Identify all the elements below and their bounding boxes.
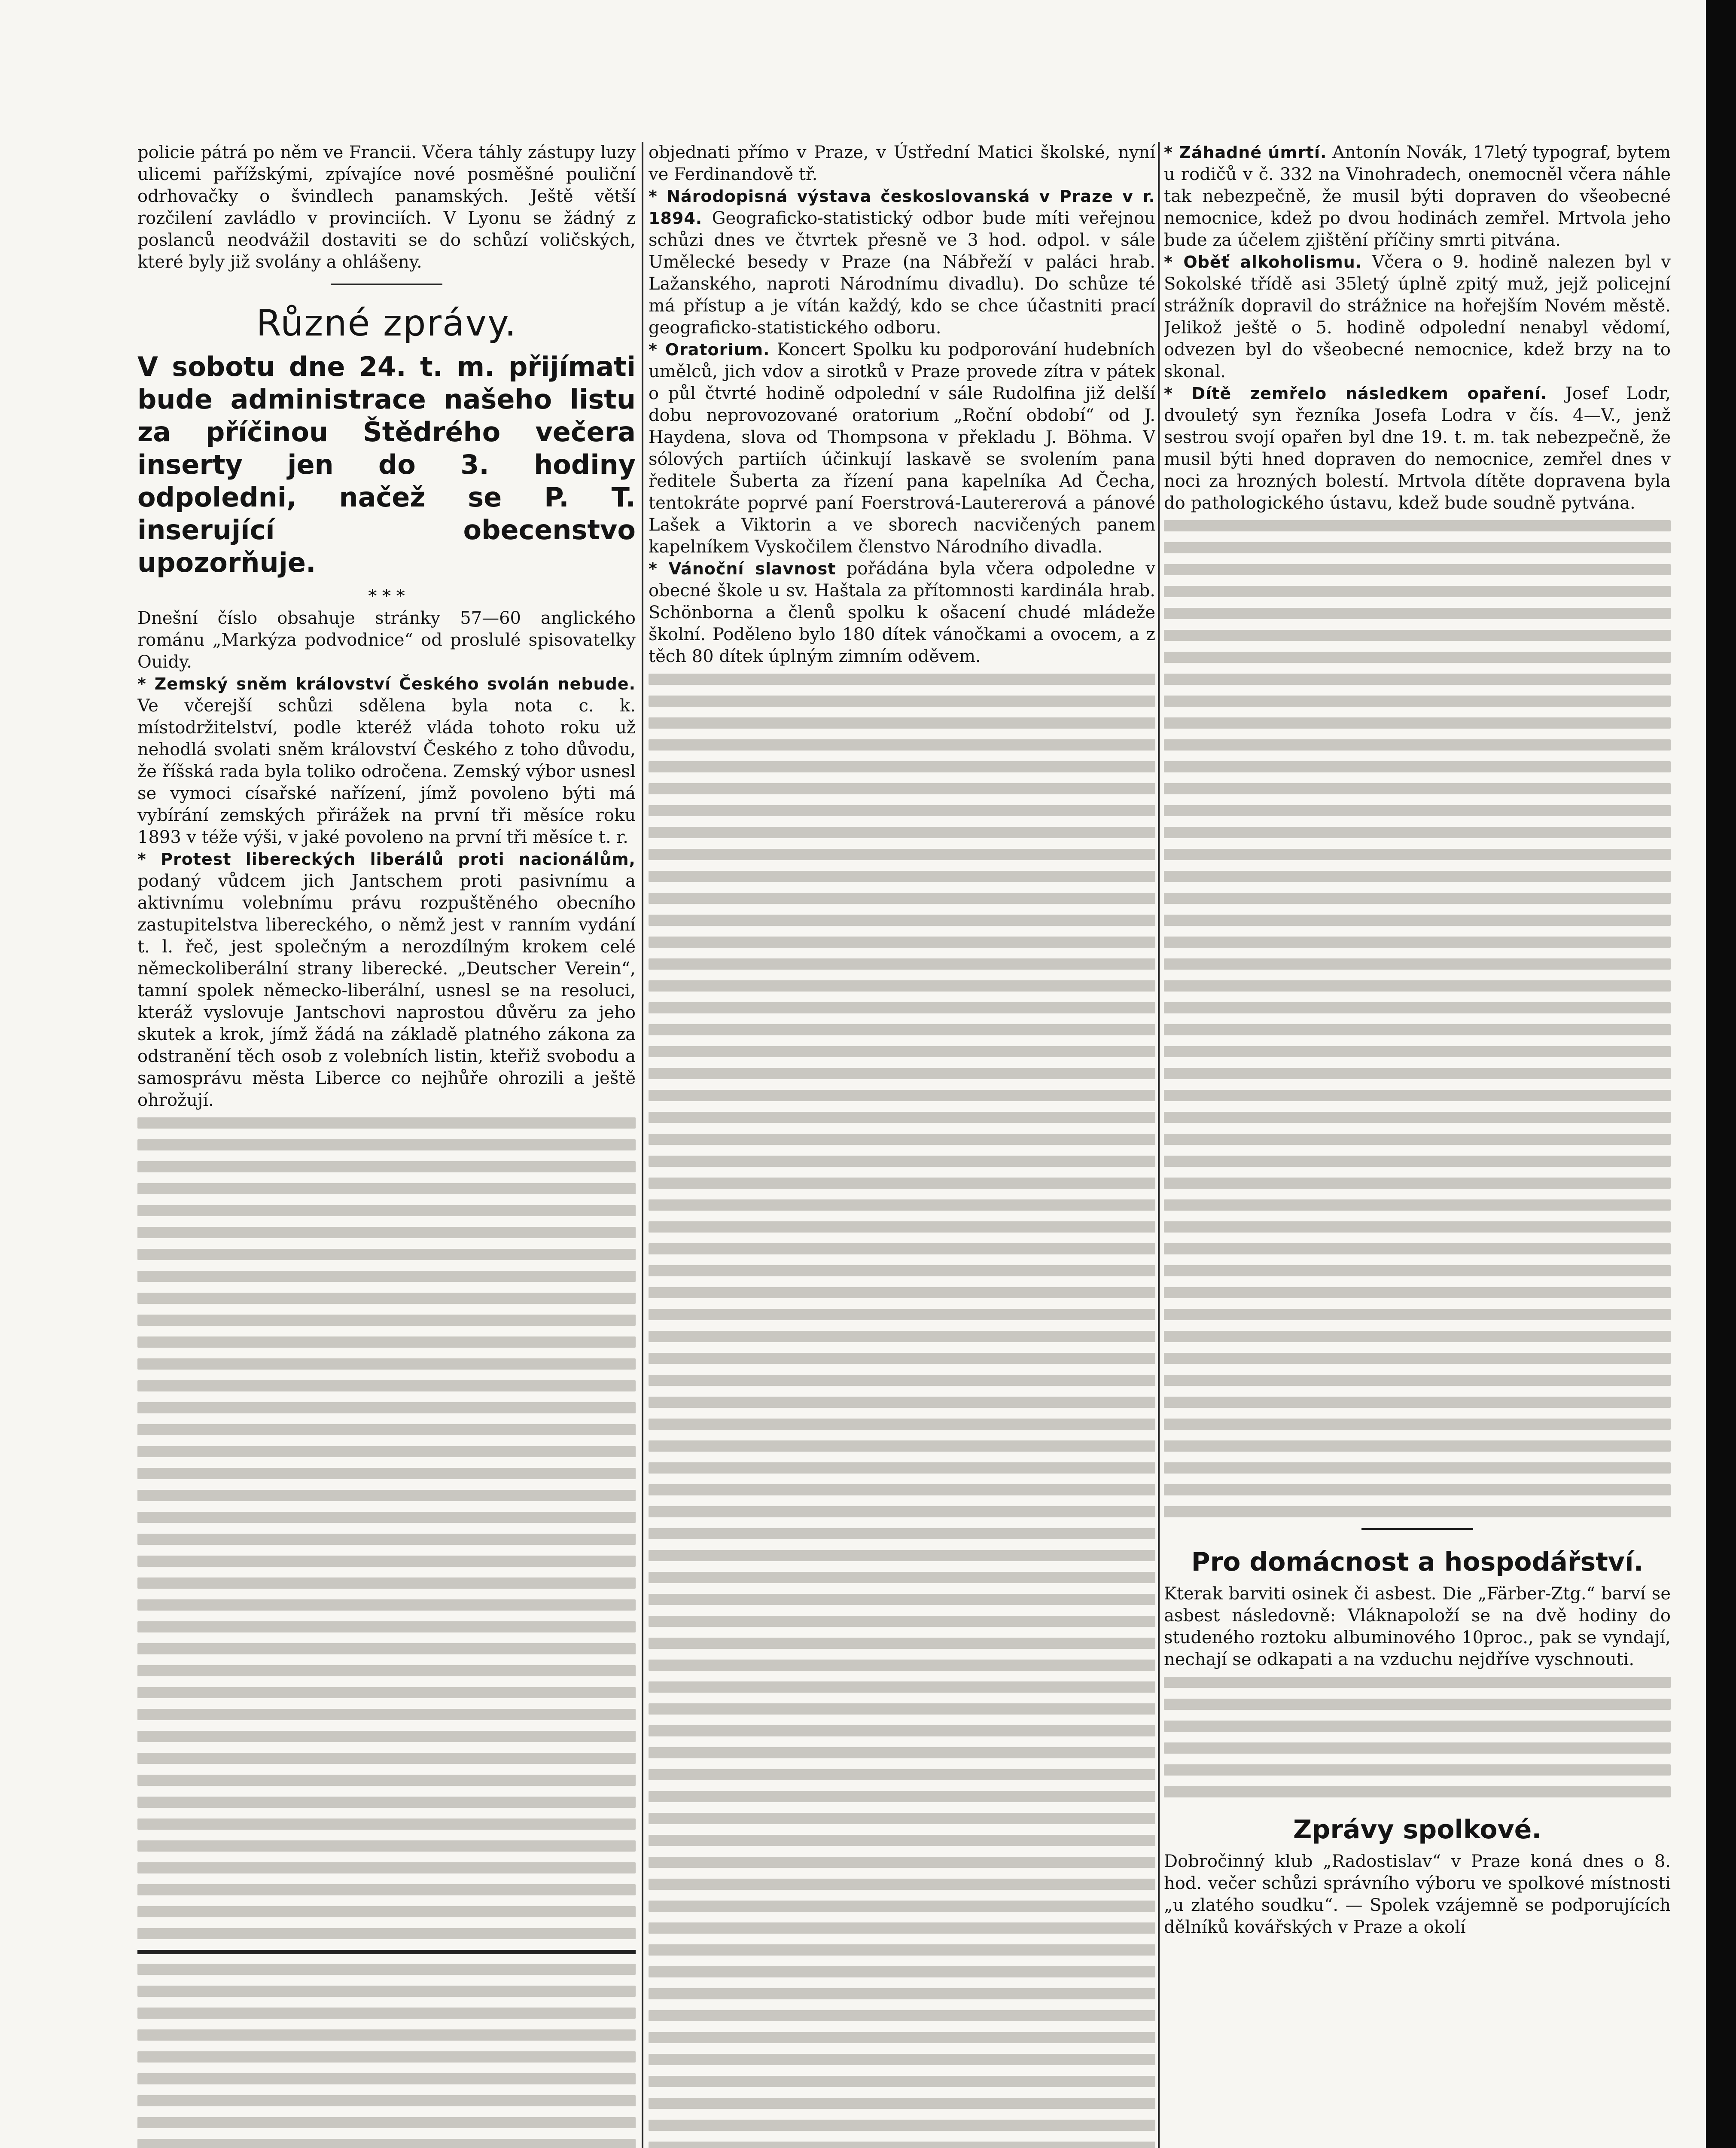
news-item <box>137 848 636 1111</box>
news-item-headline: * Národopisná výstava českoslovanská v Praze v r. 1894. <box>649 187 1155 228</box>
news-item-body: Koncert Spolku ku podporování hudebních umělců, jich vdov a sirotků v Praze provede zítra v pátek o půl čtvrté hodině odpolední v sále Rudolfina již delší dobu neprovozované oratorium „Roční období“ od J. Haydena, slova od Thompsona v překladu J. Böhma. V sólových partiích účinkují laskavě se svolením pana ředitele Šuberta za řízení pana kapelníka Ad Čecha, tentokráte poprvé paní Foerstrová-Lautererová a pánové Lašek a Viktorin a ve sborech nacvičených panem kapelníkem Vyskočilem členstvo Národního divadla. <box>649 340 1155 557</box>
news-item-body: Geograficko-statistický odbor bude míti veřejnou schůzi dnes ve čtvrtek přesně ve 3 hod. odpol. v sále Umělecké besedy v Praze (na Nábřeží v paláci hrab. Lažanského, naproti Národnímu divadlu). Do schůze té má přístup a je vítán každý, kdo se chce účastniti prací geograficko-statistického odboru. <box>649 208 1155 338</box>
news-item <box>649 339 1155 558</box>
news-item-headline: * Vánoční slavnost <box>649 559 836 578</box>
news-item-body: podaný vůdcem jich Jantschem proti pasivnímu a aktivnímu volebnímu právu rozpuštěného obecního zastupitelstva libereckého, o němž jest v ranním vydání t. l. řeč, jest společným a nerozdílným krokem celé německoliberální strany liberecké. „Deutscher Verein“, tamní spolek německo-liberální, usnesl se na resoluci, kteráž vyslovuje Jantschovi naprostou důvěru za jeho skutek a krok, jímž žádá na základě platného zákona za odstranění těch osob z volebních listin, kteřiž svobodu a samosprávu města Liberce co nejhůře ohrozili a ještě ohrožují. <box>137 871 636 1110</box>
news-item: Kterak barviti osinek či asbest. Die „Färber-Ztg.“ barví se asbest následovně: Vláknapoloží se na dvě hodiny do studeného roztoku albuminového 10proc., pak se vyndají, nechají se odkapati a na vzduchu nejdříve vyschnouti. <box>1164 1584 1671 1669</box>
section-title: Různé zprávy. <box>256 302 517 344</box>
news-item <box>1164 142 1671 251</box>
section-separator <box>137 1950 636 1954</box>
column-middle <box>649 142 1155 2148</box>
section-separator <box>331 284 442 285</box>
news-item <box>1164 251 1671 383</box>
article-continuation: objednati přímo v Praze, v Ústřední Matici školské, nyní ve Ferdinandově tř. <box>649 143 1155 184</box>
text-lines-placeholder <box>649 674 1155 2148</box>
news-item-headline: * Dítě zemřelo následkem opaření. <box>1164 384 1547 403</box>
news-item <box>1164 383 1671 514</box>
section-title: Pro domácnost a hospodářství. <box>1191 1547 1644 1577</box>
section-separator <box>1361 1528 1473 1530</box>
news-item-headline: * Protest libereckých liberálů proti nacionálům, <box>137 850 636 869</box>
scan-edge <box>1706 0 1736 2148</box>
news-item-body: Včera o 9. hodině nalezen byl v Sokolské třídě asi 35letý úplně zpitý muž, jejž policejní strážník dopravil do strážnice na hořejším Novém městě. Jelikož ještě o 5. hodině odpolední nenabyl vědomí, odvezen byl do všeobecné nemocnice, kdež brzy na to skonal. <box>1164 252 1671 381</box>
text-lines-placeholder <box>1164 1677 1671 1797</box>
news-item: Dnešní číslo obsahuje stránky 57—60 anglického románu „Markýza podvodnice“ od proslulé spisovatelky Ouidy. <box>137 608 636 672</box>
news-item-headline: * Zemský sněm království Českého svolán nebude. <box>137 674 636 693</box>
news-item <box>649 558 1155 668</box>
news-item <box>137 673 636 848</box>
news-item-body: Antonín Novák, 17letý typograf, bytem u rodičů v č. 332 na Vinohradech, onemocněl včera náhle tak nebezpečně, že musil býti dopraven do všeobecné nemocnice, kdež po dvou hodinách zemřel. Mrtvola jeho bude za účelem zjištění příčiny smrti pitvána. <box>1164 143 1671 250</box>
news-item-body: Josef Lodr, dvouletý syn řezníka Josefa Lodra v čís. 4—V., jenž sestrou svojí opařen byl dne 19. t. m. tak nebezpečně, že musil býti hned dopraven do nemocnice, zemřel dnes v noci za hrozných bolestí. Mrtvola dítěte dopravena byla do pathologického ústavu, kdež bude soudně pytvána. <box>1164 384 1671 513</box>
text-lines-placeholder <box>137 1117 636 1939</box>
news-item-headline: * Oběť alkoholismu. <box>1164 253 1362 272</box>
column-right <box>1164 142 1671 2148</box>
separator-stars: * * * <box>368 586 405 606</box>
column-divider <box>642 142 643 2148</box>
news-item-headline: * Záhadné úmrtí. <box>1164 143 1327 162</box>
column-left <box>137 142 636 2148</box>
text-lines-placeholder <box>1164 520 1671 1517</box>
news-item-body: pořádána byla včera odpoledne v obecné škole u sv. Haštala za přítomnosti kardinála hrab. Schönborna a členů spolku k ošacení chudé mládeže školní. Poděleno bylo 180 dítek vánočkami a ovocem, a z těch 80 dítek úplným zimním oděvem. <box>649 559 1155 666</box>
news-item: Dobročinný klub „Radostislav“ v Praze koná dnes o 8. hod. večer schůzi správního výboru ve spolkové místnosti „u zlatého soudku“. — Spolek vzájemně se podporujících dělníků kovářských v Praze a okolí <box>1164 1852 1671 1937</box>
column-divider <box>1158 142 1160 2148</box>
text-lines-placeholder <box>137 1964 636 2148</box>
news-item <box>649 186 1155 339</box>
administration-notice: V sobotu dne 24. t. m. přijímati bude administrace našeho listu za příčinou Štědrého večera inserty jen do 3. hodiny odpoledni, načež se P. T. inserující obecenstvo upozorňuje. <box>137 351 636 578</box>
section-title: Zprávy spolkové. <box>1293 1815 1542 1845</box>
article-continuation: policie pátrá po něm ve Francii. Včera táhly zástupy luzy ulicemi pařížskými, zpívajíce nové posměšné pouliční odrhovačky o švindlech panamských. Ještě větší rozčilení zavládlo v provinciích. V Lyonu se žádný z poslanců neodvážil dostaviti se do schůzí voličských, které byly již svolány a ohlášeny. <box>137 143 636 272</box>
news-item-headline: * Oratorium. <box>649 340 770 359</box>
news-item-body: Ve včerejší schůzi sdělena byla nota c. k. místodržitelství, podle kteréž vláda tohoto roku už nehodlá svolati sněm království Českého z toho důvodu, že říšská rada byla toliko odročena. Zemský výbor usnesl se vymoci císařské nařízení, jímž povoleno býti má vybírání zemských přirážek na první tři měsíce roku 1893 v téže výši, v jaké povoleno na první tři měsíce t. r. <box>137 696 636 847</box>
